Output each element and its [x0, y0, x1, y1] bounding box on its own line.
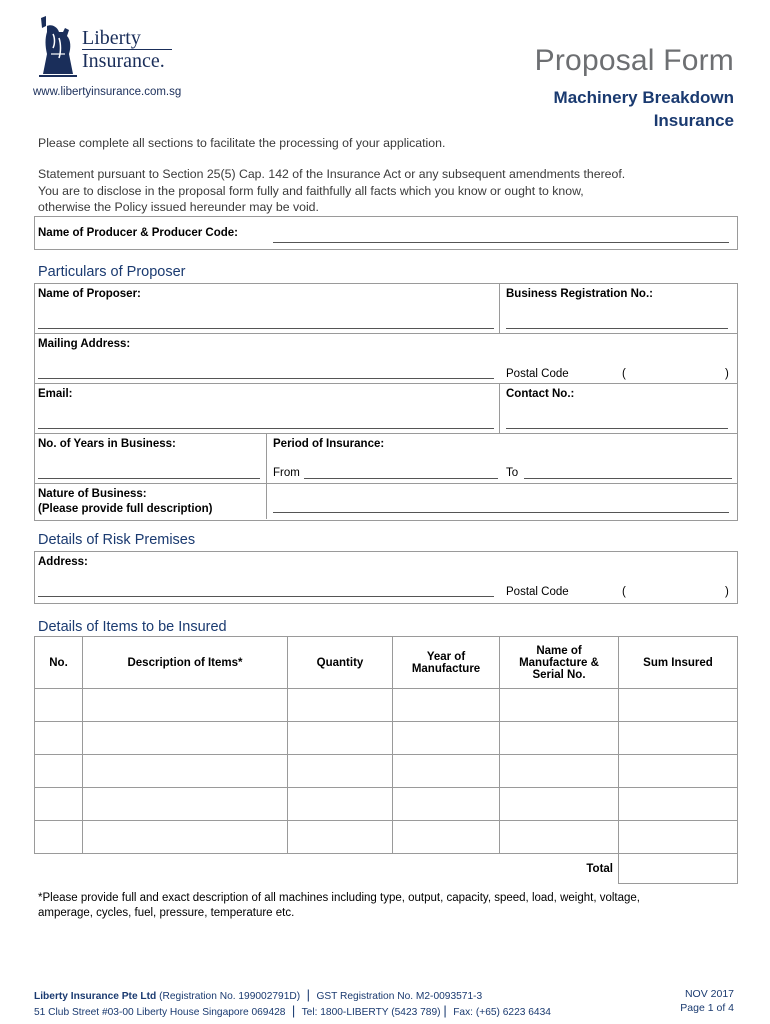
proposer-box	[34, 283, 738, 521]
cell[interactable]	[393, 722, 500, 755]
logo-line-1: Liberty	[82, 27, 141, 49]
page-number: Page 1 of 4	[680, 1001, 734, 1014]
from-label: From	[273, 467, 300, 479]
footer-address: 51 Club Street #03-00 Liberty House Singapore 069428	[34, 1006, 286, 1018]
col-no: No.	[35, 637, 83, 689]
section-heading-proposer: Particulars of Proposer	[38, 264, 186, 280]
brn-input[interactable]	[506, 328, 728, 329]
subtitle-line-2: Insurance	[653, 111, 734, 130]
cell[interactable]	[500, 788, 619, 821]
col-description: Description of Items*	[83, 637, 288, 689]
items-header-row	[35, 637, 738, 689]
cell[interactable]	[288, 788, 393, 821]
cell[interactable]	[288, 689, 393, 722]
footer-company: Liberty Insurance Pte Ltd	[34, 991, 157, 1002]
section-heading-premises: Details of Risk Premises	[38, 532, 196, 548]
contact-label: Contact No.:	[506, 388, 575, 400]
footer-fax: Fax: (+65) 6223 6434	[453, 1006, 551, 1018]
footer-registration: (Registration No. 199002791D)	[159, 991, 301, 1002]
website-link[interactable]: www.libertyinsurance.com.sg	[33, 86, 182, 98]
logo-wordmark	[82, 28, 172, 71]
items-note	[38, 891, 738, 921]
total-row	[35, 854, 738, 884]
period-label: Period of Insurance:	[273, 438, 385, 450]
producer-label: Name of Producer & Producer Code:	[38, 227, 239, 239]
proposer-name-label: Name of Proposer:	[38, 288, 141, 300]
cell[interactable]	[619, 755, 738, 788]
cell[interactable]	[619, 821, 738, 854]
postal-close-paren: )	[725, 368, 729, 380]
statement-line-1: Statement pursuant to Section 25(5) Cap. 142 of the Insurance Act or any subsequent amendments thereof.	[38, 167, 626, 181]
statement-text	[38, 166, 738, 216]
cell[interactable]	[619, 788, 738, 821]
cell[interactable]	[35, 788, 83, 821]
statue-of-liberty-icon	[33, 14, 81, 78]
subtitle-line-1: Machinery Breakdown	[553, 88, 734, 107]
email-label: Email:	[38, 388, 73, 400]
items-table	[34, 636, 738, 884]
items-note-line-1: *Please provide full and exact description of all machines including type, output, capacity, speed, load, weight, voltage,	[38, 892, 640, 904]
cell[interactable]	[83, 755, 288, 788]
items-note-line-2: amperage, cycles, fuel, pressure, temperature etc.	[38, 907, 295, 919]
contact-input[interactable]	[506, 428, 728, 429]
cell[interactable]	[83, 689, 288, 722]
cell[interactable]	[393, 821, 500, 854]
page-subtitle	[554, 86, 734, 132]
cell[interactable]	[83, 821, 288, 854]
email-input[interactable]	[38, 428, 494, 429]
table-row	[35, 755, 738, 788]
mailing-address-input[interactable]	[38, 378, 494, 379]
cell[interactable]	[500, 821, 619, 854]
cell[interactable]	[288, 722, 393, 755]
mailing-address-label: Mailing Address:	[38, 338, 131, 350]
cell[interactable]	[393, 755, 500, 788]
col-manufacturer: Name of Manufacture & Serial No.	[500, 637, 619, 689]
nature-label	[38, 487, 212, 517]
nature-input[interactable]	[273, 512, 729, 513]
footer-tel: Tel: 1800-LIBERTY (5423 789)	[301, 1006, 441, 1018]
footer-right	[680, 988, 734, 1015]
instruction-text: Please complete all sections to facilitate the processing of your application.	[38, 136, 446, 150]
cell[interactable]	[500, 689, 619, 722]
statement-line-3: otherwise the Policy issued hereunder may be void.	[38, 200, 319, 214]
logo-line-2: Insurance.	[82, 50, 165, 72]
cell[interactable]	[35, 722, 83, 755]
cell[interactable]	[393, 788, 500, 821]
statement-line-2: You are to disclose in the proposal form fully and faithfully all facts which you know or ought to know,	[38, 183, 584, 198]
table-row	[35, 689, 738, 722]
footer-date: NOV 2017	[684, 988, 734, 1000]
col-sum-insured: Sum Insured	[619, 637, 738, 689]
years-input[interactable]	[38, 478, 260, 479]
proposer-name-input[interactable]	[38, 328, 494, 329]
col-year: Year of Manufacture	[393, 637, 500, 689]
years-label: No. of Years in Business:	[38, 438, 176, 450]
premises-postal-label: Postal Code	[506, 586, 569, 598]
footer: Liberty Insurance Pte Ltd (Registration No. 199002791D) | GST Registration No. M2-0093571-3 51 Club Street #03-00 Liberty House Singapore 069428 | Tel: 1800-LIBERTY (5423 789) | Fax: (+65) 6223 6434	[34, 987, 551, 1018]
section-heading-items: Details of Items to be Insured	[38, 619, 227, 635]
cell[interactable]	[35, 689, 83, 722]
cell[interactable]	[83, 722, 288, 755]
brn-label: Business Registration No.:	[506, 288, 653, 300]
table-row	[35, 722, 738, 755]
total-sum-input[interactable]	[619, 854, 738, 884]
nature-label-line-1: Nature of Business:	[38, 488, 147, 500]
to-label: To	[506, 467, 519, 479]
cell[interactable]	[393, 689, 500, 722]
premises-open-paren: (	[622, 586, 626, 598]
cell[interactable]	[35, 755, 83, 788]
cell[interactable]	[619, 722, 738, 755]
period-to-input[interactable]	[524, 478, 732, 479]
premises-address-input[interactable]	[38, 596, 494, 597]
premises-close-paren: )	[725, 586, 729, 598]
producer-input[interactable]	[273, 242, 729, 243]
postal-code-label: Postal Code	[506, 368, 569, 380]
premises-address-label: Address:	[38, 556, 88, 568]
period-from-input[interactable]	[304, 478, 498, 479]
cell[interactable]	[500, 722, 619, 755]
footer-gst: GST Registration No. M2-0093571-3	[316, 991, 483, 1002]
cell[interactable]	[288, 821, 393, 854]
cell[interactable]	[35, 821, 83, 854]
table-row	[35, 788, 738, 821]
nature-label-line-2: (Please provide full description)	[38, 503, 213, 515]
cell[interactable]	[288, 755, 393, 788]
cell[interactable]	[83, 788, 288, 821]
total-label: Total	[586, 862, 613, 875]
postal-open-paren: (	[622, 368, 626, 380]
table-row	[35, 821, 738, 854]
cell[interactable]	[619, 689, 738, 722]
cell[interactable]	[500, 755, 619, 788]
page-title: Proposal Form	[534, 44, 734, 77]
col-quantity: Quantity	[288, 637, 393, 689]
